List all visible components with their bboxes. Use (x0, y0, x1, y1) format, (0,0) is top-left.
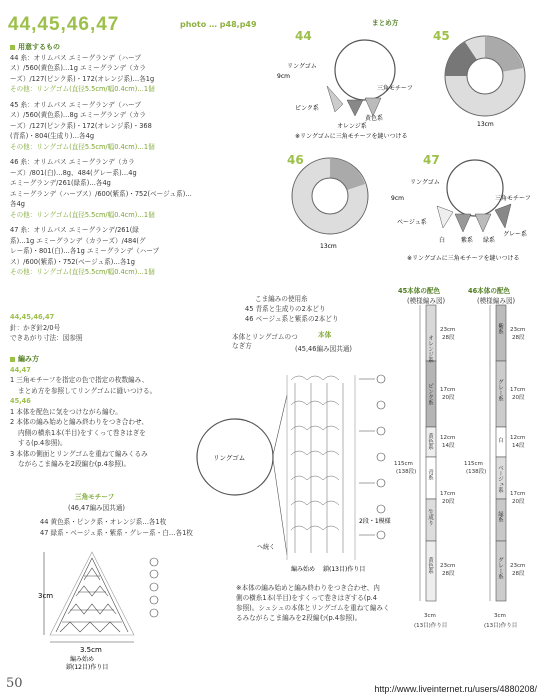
materials-46: 46 糸：オリムパス エミーグランデ（カラ ーズ）/801(白)…8g、484(グレー系)…4g エミーグランデ/261(緑系)…各4g エミーグランデ（ハーブス）/600(紫系)・752(ベージュ系)… 各4g その他：リングゴム(直径5.5cm/幅0.4cm)…1個 (10, 158, 192, 219)
triangle-colors-47: 47 緑系・ベージュ系・紫系・グレー系・白…各1枚 (40, 529, 193, 537)
bullet-icon (10, 45, 15, 50)
chart45-subtitle: (模様編み図) (407, 297, 446, 305)
svg-text:17cm: 17cm (440, 387, 456, 393)
svg-text:17cm: 17cm (510, 491, 526, 497)
svg-text:115cm: 115cm (394, 461, 413, 467)
svg-text:13cm: 13cm (477, 121, 494, 128)
method-sub1: 44,47 (10, 365, 31, 374)
svg-text:12cm: 12cm (510, 435, 526, 441)
chart46-subtitle: (模様編み図) (477, 297, 516, 305)
chart45-title: 45本体の配色 (398, 287, 441, 295)
note-44: ※リングゴムに三角モチーフを縫いつける (295, 133, 408, 140)
triangle-height: 3cm (38, 592, 54, 600)
svg-text:28段: 28段 (512, 335, 525, 341)
svg-text:リングゴム: リングゴム (410, 179, 440, 186)
svg-text:グレー系: グレー系 (497, 557, 503, 579)
svg-text:28段: 28段 (442, 335, 455, 341)
label-47: 47 (423, 153, 440, 167)
svg-text:グレー系: グレー系 (503, 231, 528, 238)
svg-text:三角モチーフ: 三角モチーフ (495, 195, 531, 202)
svg-text:(138段): (138段) (466, 469, 487, 475)
materials-section (10, 42, 192, 278)
sc-yarn-heading: こま編みの使用糸 (255, 295, 308, 303)
finished-size: できあがり寸法：図参照 (10, 334, 83, 342)
svg-text:115cm: 115cm (464, 461, 483, 467)
triangle-width: 3.5cm (80, 646, 102, 654)
svg-text:9cm: 9cm (391, 195, 404, 202)
svg-text:17cm: 17cm (440, 491, 456, 497)
continue-label: へ続く (257, 544, 276, 551)
materials-heading: 用意するもの (18, 43, 60, 51)
triangle-motif-diagram (40, 540, 200, 670)
method-section: 編み方 44,47 1 三角モチーフを指定の色で指定の枚数編み、 まとめ方を参照してリングゴムに縫いつける。 45,46 1 本体を配色に気をつけながら編む。 2 本体の編み始めと編み終わりをつき合わせ、 内側の横糸1本(半目)をすくって巻きはぎを する(p.4参照)。 3 本体の側面とリングゴムを重ねて編みくるみ ながらこま編みを2段編む(p.4参照)。 (10, 355, 157, 468)
chart46-title: 46本体の配色 (468, 287, 511, 295)
method-sub2: 45,46 (10, 397, 31, 405)
label-46: 46 (287, 153, 304, 167)
svg-text:グレー系: グレー系 (497, 379, 503, 401)
svg-text:20段: 20段 (512, 395, 525, 401)
svg-text:黄色系: 黄色系 (365, 115, 384, 122)
svg-text:14段: 14段 (512, 443, 525, 449)
svg-text:14段: 14段 (442, 443, 455, 449)
color-charts (390, 305, 540, 680)
svg-text:紫系: 紫系 (497, 323, 503, 334)
svg-text:23cm: 23cm (510, 563, 526, 569)
svg-text:12cm: 12cm (440, 435, 456, 441)
triangle-colors-44: 44 黄色系・ピンク系・オレンジ系…各1枚 (40, 518, 167, 526)
svg-text:23cm: 23cm (510, 327, 526, 333)
svg-text:緑系: 緑系 (497, 511, 503, 522)
svg-text:緑系: 緑系 (483, 237, 496, 244)
svg-text:17cm: 17cm (510, 387, 526, 393)
photo-reference: photo … p48,p49 (180, 20, 257, 29)
svg-text:ベージュ系: ベージュ系 (397, 219, 427, 226)
finishing-diagrams (265, 28, 540, 268)
body-label: 本体 (318, 331, 332, 339)
bullet-icon (10, 357, 15, 362)
svg-text:20段: 20段 (442, 395, 455, 401)
needle-section (10, 312, 83, 344)
svg-text:20段: 20段 (442, 499, 455, 505)
svg-text:青系: 青系 (427, 469, 433, 480)
svg-text:(13目)作り目: (13目)作り目 (414, 623, 448, 629)
materials-45: 45 糸：オリムパス エミーグランデ（ハーブ ス）/560(黄色系)…8g エミーグランデ（カラ ーズ）/127(ピンク系)・172(オレンジ系)・368 (青系)・804(生成り)…各4g その他：リングゴム(直径5.5cm/幅0.4cm)…1個 (10, 100, 155, 151)
svg-text:ベージュ系: ベージュ系 (497, 465, 503, 493)
needle-heading: 44,45,46,47 (10, 313, 55, 321)
triangle-start-chain: 鎖(12目)作り目 (66, 664, 109, 671)
source-url: http://www.liveinternet.ru/users/4880208/ (374, 684, 537, 694)
svg-text:13cm: 13cm (320, 243, 337, 250)
body-start: 編み始め (291, 566, 316, 573)
svg-text:ピンク系: ピンク系 (295, 105, 319, 112)
label-45: 45 (433, 29, 450, 43)
svg-text:紫系: 紫系 (461, 237, 474, 244)
svg-text:3cm: 3cm (424, 613, 436, 619)
note-47: ※リングゴムに三角モチーフを縫いつける (407, 255, 520, 262)
triangle-start: 編み始め (70, 656, 95, 663)
svg-text:ピンク系: ピンク系 (427, 383, 433, 405)
ring-label: リングゴム (213, 454, 246, 462)
svg-text:リングゴム: リングゴム (287, 63, 317, 70)
method-heading: 編み方 (18, 355, 39, 363)
body-subtitle: (45,46編み図共通) (295, 345, 352, 353)
svg-text:白: 白 (497, 437, 503, 443)
svg-text:黄色系: 黄色系 (427, 433, 433, 450)
join-note: ※本体の編み始めと編み終わりをつき合わせ、内 側の横糸1本(半目)をすくって巻きはぎする(p.4 参照)。シュシュの本体とリングゴムを重ねて編みく るみながらこま編みを2段編む(p.4参照)。 (236, 584, 390, 622)
svg-text:23cm: 23cm (440, 327, 456, 333)
svg-text:オレンジ系: オレンジ系 (427, 335, 433, 363)
triangle-subtitle: (46,47編み図共通) (68, 504, 125, 512)
svg-text:28段: 28段 (512, 571, 525, 577)
sc-yarn-46: 46 ベージュ系と紫系の2本どり (245, 315, 339, 323)
svg-text:白: 白 (439, 237, 446, 244)
body-stitch-diagram (195, 355, 405, 580)
svg-text:三角モチーフ: 三角モチーフ (377, 85, 413, 92)
svg-text:28段: 28段 (442, 571, 455, 577)
svg-text:3cm: 3cm (494, 613, 506, 619)
finishing-heading: まとめ方 (372, 19, 399, 27)
triangle-title: 三角モチーフ (75, 493, 115, 501)
materials-47: 47 糸：オリムパス エミーグランデ/261(緑 系)…1g エミーグランデ（カラーズ）/484(グ レー系)・801(白)…各1g エミーグランデ（ハーブ ス）/600(紫系)・752(ベージュ系)…各1g その他：リングゴム(直径5.5cm/幅0.4cm)…1個 (10, 226, 160, 276)
svg-text:(13目)作り目: (13目)作り目 (484, 623, 518, 629)
svg-text:オレンジ系: オレンジ系 (337, 123, 367, 130)
materials-44: 44 糸：オリムパス エミーグランデ（ハーブ ス）/560(黄色系)…1g エミーグランデ（カラ ーズ）/127(ピンク系)・172(オレンジ系)…各1g その他：リングゴム(直径5.5cm/幅0.4cm)…1個 (10, 53, 155, 93)
svg-text:黄色系: 黄色系 (427, 557, 433, 574)
body-start-chain: 鎖(13目)作り目 (323, 566, 366, 573)
svg-text:9cm: 9cm (277, 73, 290, 80)
svg-text:20段: 20段 (512, 499, 525, 505)
needle-size: 針：かぎ針2/0号 (10, 323, 61, 332)
join-label: 本体とリングゴムのつなぎ方 (232, 333, 298, 350)
page-title: 44,45,46,47 (8, 14, 120, 35)
label-44: 44 (295, 29, 312, 43)
svg-text:23cm: 23cm (440, 563, 456, 569)
row-repeat-label: 2段・1模様 (359, 518, 391, 525)
svg-text:生成り: 生成り (427, 509, 433, 526)
svg-text:(138段): (138段) (396, 469, 417, 475)
sc-yarn-45: 45 青系と生成りの2本どり (245, 305, 326, 313)
page-number: 50 (6, 676, 23, 691)
